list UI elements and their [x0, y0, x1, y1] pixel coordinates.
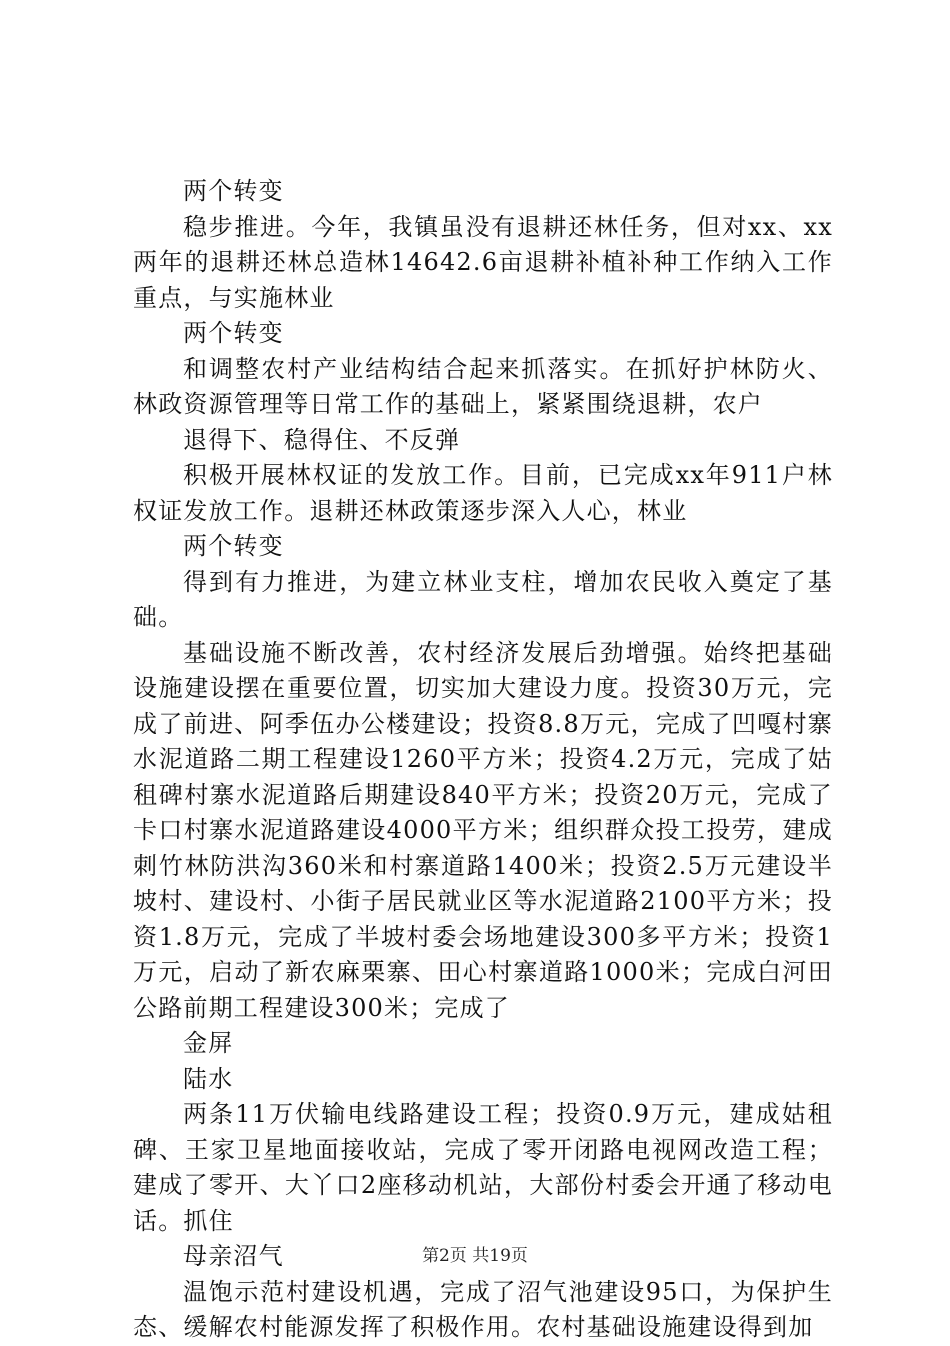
- paragraph: 母亲沼气: [183, 1242, 284, 1270]
- paragraph: 两个转变: [183, 319, 284, 347]
- page-number-footer: 第2页 共19页: [422, 1246, 528, 1266]
- paragraph: 陆水: [183, 1064, 234, 1093]
- paragraph: 基础设施不断改善，农村经济发展后劲增强。始终把基础设施建设摆在重要位置，切实加大建设力度。投资30万元，完成了前进、阿季伍办公楼建设；投资8.8万元，完成了凹嘎村寨水泥道路二期工程建设1260平方米；投资4.2万元，完成了姑租碑村寨水泥道路后期建设840平方米；投资20万元，完成了卡口村寨水泥道路建设4000平方米；组织群众投工投劳，建成刺竹林防洪沟360米和村寨道路1400米；投资2.5万元建设半坡村、建设村、小街子居民就业区等水泥道路2100平方米；投资1.8万元，完成了半坡村委会场地建设300多平方米；投资1万元，启动了新农麻栗寨、田心村寨道路1000米；完成白河田公路前期工程建设300米；完成了: [133, 638, 833, 1022]
- paragraph: 稳步推进。今年，我镇虽没有退耕还林任务，但对xx、xx两年的退耕还林总造林14642.6亩退耕补植补种工作纳入工作重点，与实施林业: [133, 212, 833, 312]
- paragraph: 温饱示范村建设机遇，完成了沼气池建设95口，为保护生态、缓解农村能源发挥了积极作用。农村基础设施建设得到加: [133, 1277, 833, 1341]
- paragraph: 两个转变: [183, 177, 284, 205]
- paragraph: 两条11万伏输电线路建设工程；投资0.9万元，建成姑租碑、王家卫星地面接收站，完成了零开闭路电视网改造工程；建成了零开、大丫口2座移动机站，大部份村委会开通了移动电话。抓住: [133, 1100, 833, 1235]
- paragraph: 和调整农村产业结构结合起来抓落实。在抓好护林防火、林政资源管理等日常工作的基础上，紧紧围绕退耕，农户: [133, 354, 833, 418]
- paragraph: 得到有力推进，为建立林业支柱，增加农民收入奠定了基础。: [133, 567, 833, 631]
- paragraph: 两个转变: [183, 532, 284, 560]
- document-body: [133, 174, 833, 1346]
- paragraph: 金屏: [183, 1029, 234, 1057]
- paragraph: 退得下、稳得住、不反弹: [183, 425, 461, 454]
- paragraph: 积极开展林权证的发放工作。目前，已完成xx年911户林权证发放工作。退耕还林政策逐步深入人心，林业: [133, 461, 833, 525]
